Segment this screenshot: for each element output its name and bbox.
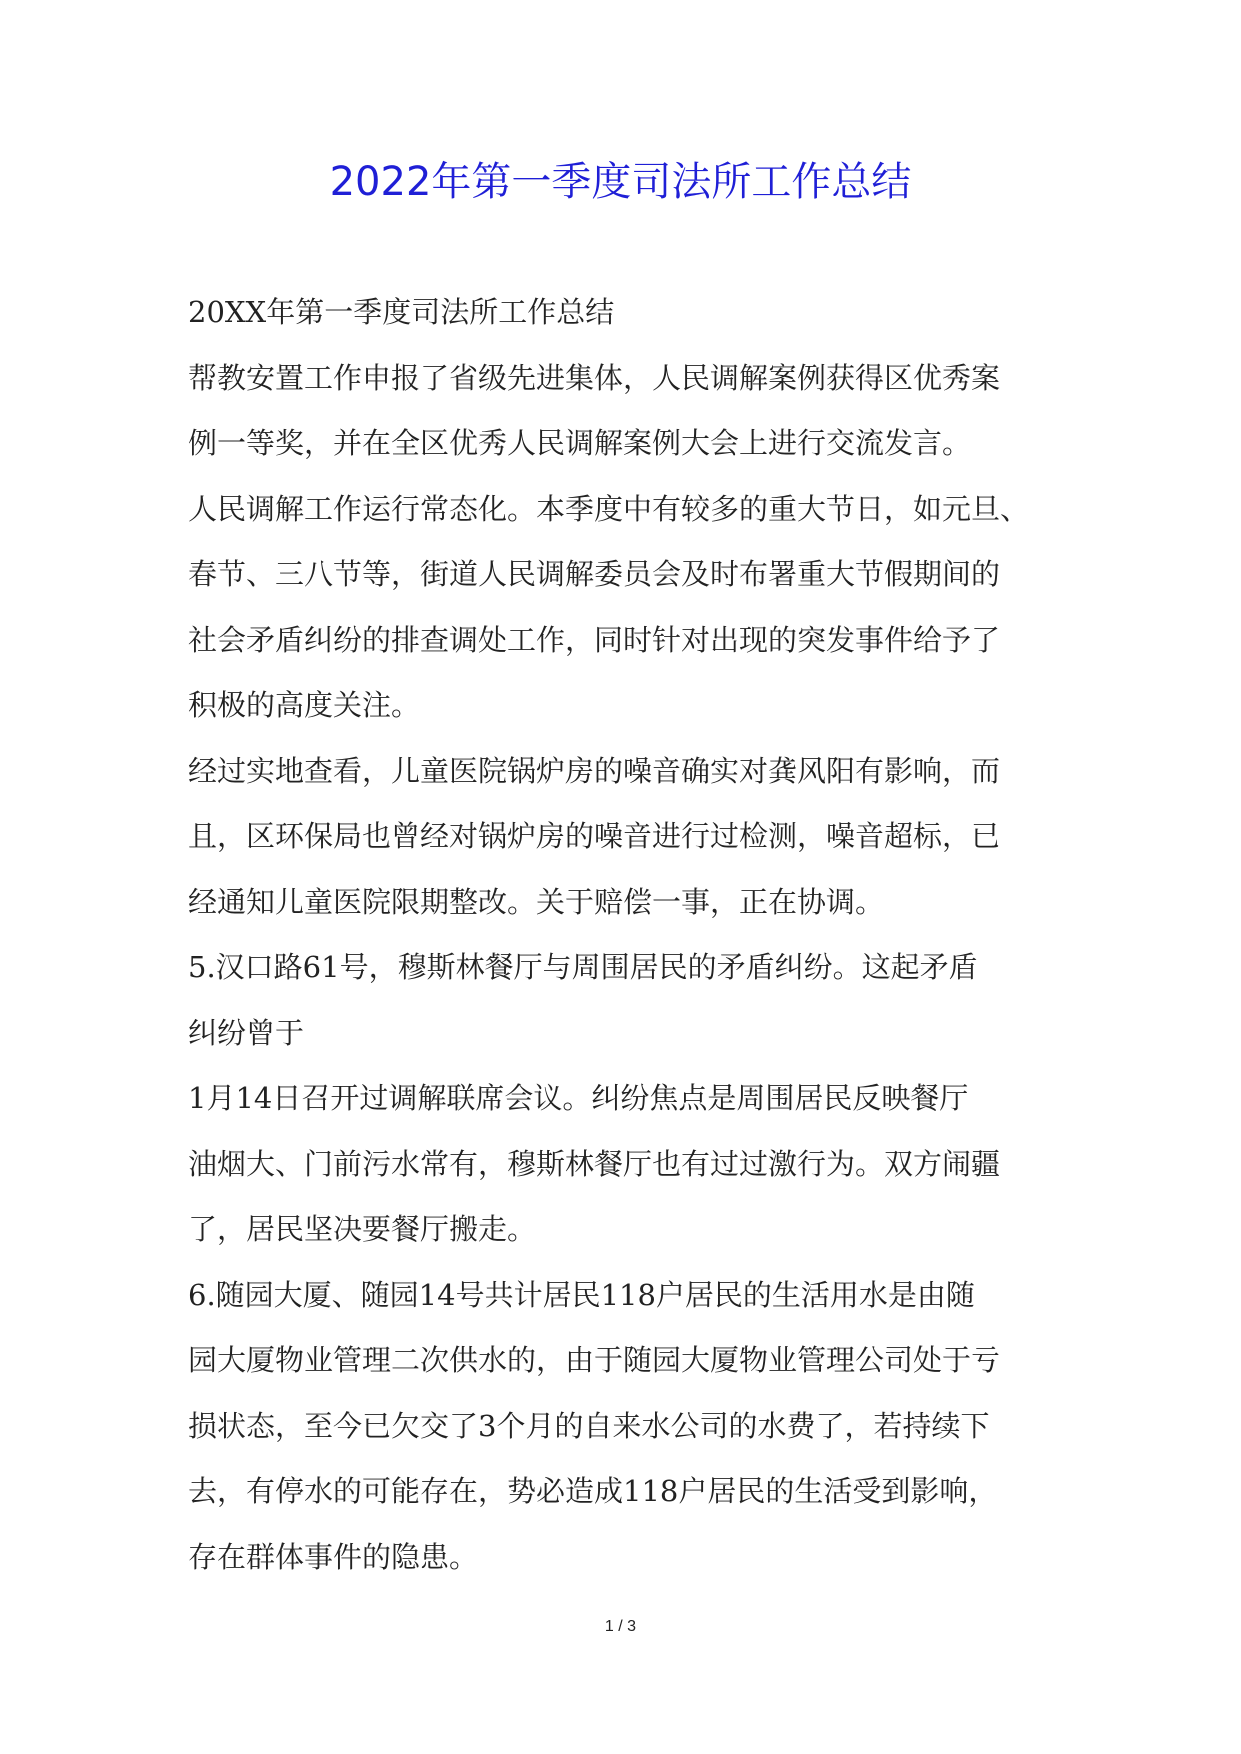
body-line: 6.随园大厦、随园14号共计居民118户居民的生活用水是由随 xyxy=(188,1277,975,1312)
body-line: 园大厦物业管理二次供水的，由于随园大厦物业管理公司处于亏 xyxy=(188,1343,1001,1377)
body-line: 帮教安置工作申报了省级先进集体，人民调解案例获得区优秀案 xyxy=(188,360,1001,395)
document-body xyxy=(188,286,1068,1596)
body-line: 且，区环保局也曾经对锅炉房的噪音进行过检测，噪音超标，已 xyxy=(188,819,1001,853)
body-line: 1月14日召开过调解联席会议。纠纷焦点是周围居民反映餐厅 xyxy=(188,1081,969,1115)
body-line: 春节、三八节等，街道人民调解委员会及时布署重大节假期间的 xyxy=(188,557,1001,591)
body-line: 经过实地查看，儿童医院锅炉房的噪音确实对龚风阳有影响，而 xyxy=(188,753,1001,788)
body-line: 社会矛盾纠纷的排查调处工作，同时针对出现的突发事件给予了 xyxy=(188,622,1001,657)
body-line: 纠纷曾于 xyxy=(188,1015,305,1050)
document-title: 2022年第一季度司法所工作总结 xyxy=(329,159,912,205)
body-line: 存在群体事件的隐患。 xyxy=(188,1539,479,1574)
body-line: 损状态，至今已欠交了3个月的自来水公司的水费了，若持续下 xyxy=(188,1408,990,1443)
body-line: 人民调解工作运行常态化。本季度中有较多的重大节日，如元旦、 xyxy=(188,491,1030,526)
body-line: 油烟大、门前污水常有，穆斯林餐厅也有过过激行为。双方闹疆 xyxy=(188,1146,1001,1181)
body-line: 积极的高度关注。 xyxy=(188,688,421,722)
page-number: 1 / 3 xyxy=(604,1618,637,1635)
body-line: 20XX年第一季度司法所工作总结 xyxy=(188,295,615,329)
body-line: 5.汉口路61号，穆斯林餐厅与周围居民的矛盾纠纷。这起矛盾 xyxy=(188,950,978,984)
body-line: 经通知儿童医院限期整改。关于赔偿一事，正在协调。 xyxy=(188,884,885,919)
body-line: 了，居民坚决要餐厅搬走。 xyxy=(188,1212,537,1246)
body-line: 例一等奖，并在全区优秀人民调解案例大会上进行交流发言。 xyxy=(188,426,972,460)
body-line: 去，有停水的可能存在，势必造成118户居民的生活受到影响， xyxy=(188,1474,998,1508)
